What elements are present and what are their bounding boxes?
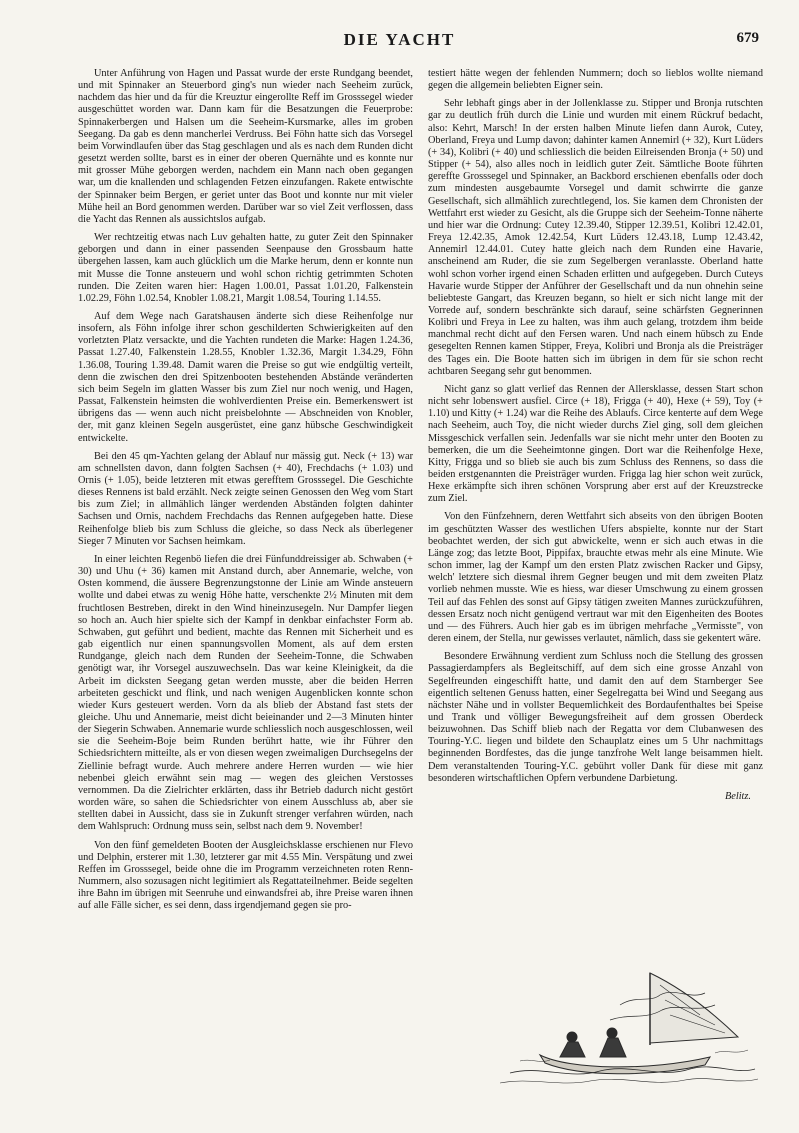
paragraph: Auf dem Wege nach Garatshausen änderte sich diese Reihenfolge nur insofern, als Föhn infolge ihrer schon geschilderten Schwierigkeiten auf den vorletzten Platz versackte, und die Yachten rundeten die Marke: Hagen 1.24.36, Passat 1.27.40, Falkenstein 1.28.55, Knobler 1.32.36, Margit 1.34.29, Föhn 1.36.08, Touring 1.39.48. Damit waren die Preise so gut wie endgültig verteilt, denn die zwischen den drei Spitzenbooten bestehenden Abstände veränderten sich beim Segeln im glatten Wasser bis zum Ziel nur noch wenig, und Hagen, Passat, Falkenstein heimsten die wohlverdienten Preise ein. Bemerkenswert ist übrigens das — wenn auch nicht preisbelohnte — Abschneiden von Knobler, der, mit ganz kleinen Segeln ausgerüstet, eine ganz hübsche Geschwindigkeit entwickelte.	[78, 310, 413, 444]
paragraph: Sehr lebhaft gings aber in der Jollenklasse zu. Stipper und Bronja rutschten gar zu deutlich früh durch die Linie und wurden mit einem Rückruf bedacht, also: Kehrt, Marsch! In der ersten halben Minute liefen dann Aurok, Cutey, Oberland, Freya und Lump davon; dahinter kamen Annemirl (+ 32), Kurt Lüders (+ 34), Kolibri (+ 40) und schliesslich die beiden Eilreisenden Bronja (+ 50) und Stipper (+ 54), also alles noch in leidlich guter Zeit. Sämtliche Boote führten gereffte Grosssegel und Spinnaker, an Backbord erschienen ebenfalls oder doch zum mindesten ausgebaumte Vorsegel und damit schwirrte die ganze Gesellschaft, sich allmählich zurechtlegend, los. Sie kamen dem Chronisten der Wettfahrt erst wieder zu Gesicht, als die Gruppe sich der Seeheim-Tonne näherte und hier war die Ordnung: Cutey 12.39.40, Stipper 12.39.51, Kolibri 12.42.01, Freya 12.42.35, Amok 12.42.54, Kurt Lüders 12.43.18, Lump 12.43.42, Annemirl 12.44.01. Cutey hatte gleich nach dem Runden eine Havarie, anscheinend am Ruder, die sie zum Segelbergen veranlasste. Oberland hatte wohl schon vorher irgend einen Schaden erlitten und aufgegeben. Durch Cuteys Havarie wurde Stipper der Anführer der Gesellschaft und da nun ohnehin seine beliebteste Gangart, das Kreuzen begann, so hielt er sich nicht lange mit der Vorrede auf, sondern beschränkte sich darauf, seine schärfsten Gegnerinnen Kolibri und Freya in Lee zu halten, was ihm auch gelang, trotzdem ihm beide manchmal recht dicht auf den Fersen waren. Und nach einem hübsch zu Ende gesegelten Rennen kamen Stipper, Freya, Kolibri und Bronja als die Preisträger des Tages ein. Die Boote hatten sich im übrigen in dem für sie schon recht achtbaren Seegang sehr gut benommen.	[428, 98, 763, 377]
page-title: DIE YACHT	[343, 30, 456, 49]
paragraph: Bei den 45 qm-Yachten gelang der Ablauf nur mässig gut. Neck (+ 13) war am schnellsten davon, dann folgten Sachsen (+ 40), Frechdachs (+ 1.03) und Ornis (+ 1.05), beide letzteren mit etwas gerefftem Grosssegel. Die Geschichte dieses Rennens ist bald erzählt. Neck zeigte seinen Genossen den Weg vom Start bis zum Ziel; in allmählich länger werdenden Abständen folgten dahinter Sachsen und Ornis, nachdem Frechdachs das Rennen aufgegeben hatte. Diese Reihenfolge blieb bis zum Schluss die gleiche, so dass Neck als überlegener Sieger 7 Minuten vor Sachsen heimkam.	[78, 450, 413, 547]
left-column	[78, 68, 413, 918]
right-column	[428, 68, 763, 803]
paragraph: Unter Anführung von Hagen und Passat wurde der erste Rundgang beendet, und mit Spinnaker an Steuerbord ging's nun wieder nach Seeheim zurück, nachdem das hier und da für die Kreuztur eingerollte Reff im Grosssegel wieder ausgeschüttet worden war. Dann kam für die Besatzungen die Feuerprobe: Spinnakerbergen und Halsen um die Seeheim-Kursmarke, alles im groben Seegang. Da gab es denn mancherlei Verdruss. Bei Föhn hatte sich das Vorsegel beim Vorwindlaufen über das Stag geschlagen und als es nach dem Runden dicht gesetzt werden sollte, barst es in einer der oberen Quernähte und es konnte nur mit grosser Mühe geborgen werden, nachdem ein Mann nach oben gegangen war, um die knallenden und schlagenden Fetzen einzufangen. Rakete entwischte der Spinnaker beim Bergen, er geriet unter das Boot und konnte nur mit vieler Mühe heil an Bord genommen werden. Darüber war so viel Zeit verflossen, dass die Yacht das Rennen als aussichtslos aufgab.	[78, 68, 413, 225]
paragraph: Nicht ganz so glatt verlief das Rennen der Allersklasse, dessen Start schon nicht sehr lobenswert ausfiel. Circe (+ 18), Frigga (+ 40), Hexe (+ 59), Toy (+ 1.10) und Kitty (+ 1.24) war die Reihe des Ablaufs. Circe kenterte auf dem Wege nach Seeheim, auch Toy, die nicht wieder durchs Ziel ging, soll dem gleichen Missgeschick verfallen sein. Jedenfalls war sie nicht mehr unter den Booten zu bemerken, die um die Seeheimtonne gingen. Dort war die Reihenfolge Hexe, Kitty, Frigga und so blieb sie auch bis zum Schluss des Rennens, so dass die beiden erstgenannten die Preisträger wurden. Frigga lag hier schon weit zurück, Hexe erkämpfte sich ihren schönen Vorsprung aber erst auf der Kreuzstrecke zum Ziel.	[428, 383, 763, 505]
paragraph-continued: testiert hätte wegen der fehlenden Nummern; doch so lieblos wollte niemand gegen die allgemein beliebten Eigner sein.	[428, 68, 763, 92]
page-header	[0, 30, 799, 54]
sailing-dinghy-sketch	[500, 965, 760, 1090]
page-number: 679	[736, 30, 759, 46]
paragraph: Wer rechtzeitig etwas nach Luv gehalten hatte, zu guter Zeit den Spinnaker geborgen und dann in einer passenden Seenpause den Grossbaum hatte übergehen lassen, kam auch glücklich um die Marke herum, denn er konnte nun mit Musse die Tonne ansteuern und wohl schon richtig getrimmten Schoten runden. Die Zeiten waren hier: Hagen 1.00.01, Passat 1.01.20, Falkenstein 1.02.29, Föhn 1.02.54, Knobler 1.08.21, Margit 1.08.54, Touring 1.14.55.	[78, 232, 413, 304]
author-signature: Belitz.	[724, 790, 751, 802]
paragraph: In einer leichten Regenbö liefen die drei Fünfunddreissiger ab. Schwaben (+ 30) und Uhu (+ 36) kamen mit Anstand durch, aber Annemarie, welche, von Osten kommend, die äussere Begrenzungstonne der Linie am Winde ansteuern wollte und dabei etwas zu wenig Höhe hatte, verschenkte 2½ Minuten mit dem fruchtlosen Bestreben, direkt in den Wind hineinzusegeln. Nur Dampfer liegen so hoch an. Auch hier spielte sich der Kampf in denkbar einfachster Form ab. Schwaben, gut geführt und bedient, machte das Rennen mit Sicherheit und es gab eigentlich nur einen spannungsvollen Moment, als auf dem ersten Rundgange, gleich nach dem Runden der Seeheim-Tonne, die Schwaben genötigt war, ihr Vorsegel auszuwechseln. Das war keine Kleinigkeit, da die Arbeit im dicksten Seegang getan werden musste, aber die beiden Herren arbeiteten geschickt und flink, und nach wenigen Augenblicken konnte schon wieder Kurs gesteuert werden. Vorn da als blieb der Abstand fast stets der gleiche. Uhu und Annemarie, meist dicht beieinander und 2—3 Minuten hinter der Siegerin Schwaben. Annemarie wurde schliesslich noch ausgeschlossen, weil sie die Seeheim-Boje beim Runden berührt hatte, wie ihr Führer den Schiedsrichtern mitteilte, als er von diesen wegen zweimaligen Durchsegelns der Ziellinie befragt wurde. Auch mehrere andere Herren wurden — wie hier nebenbei gleich erwähnt sein mag — wegen des gleichen Verstosses vernommen. Da die Zielrichter erklärten, dass ihr Betrieb dadurch nicht gestört worden wäre, so sahen die Schiedsrichter von einem Ausschluss ab, aber sie stellten dabei in Aussicht, dass sie in Zukunft strenger verfahren würden, nach dem Wahlspruch: Ordnung muss sein, selbst nach dem 9. November!	[78, 553, 413, 833]
paragraph: Von den fünf gemeldeten Booten der Ausgleichsklasse erschienen nur Flevo und Delphin, ersterer mit 1.30, letzterer gar mit 4.55 Min. Verspätung und zwei Reffen im Grosssegel, beide ohne die im Programm verzeichneten roten Renn-Nummern, also sozusagen nicht legitimiert als Regattateilnehmer. Beide segelten ihre Bahn im übrigen mit Seenruhe und einwandsfrei ab, ihre Preise waren ihnen auf alle Fälle sicher, es sei denn, dass irgendjemand gegen sie pro-	[78, 839, 413, 912]
paragraph: Besondere Erwähnung verdient zum Schluss noch die Stellung des grossen Passagierdampfers als Begleitschiff, auf dem sich eine grosse Anzahl von Segelfreunden eingeschifft hatte, und damit den auf dem Starnberger See eigentlich seltenen Genuss hatten, einer Segelregatta bei Wind und Seegang aus nächster Nähe und in vollster Bequemlichkeit des Bordaufenthaltes bei Speise und Trank und völliger Bewegungsfreiheit auf dem grossen Oberdeck beizuwohnen. Das Schiff blieb nach der Regatta vor dem Clubanwesen des Touring-Y.C. liegen und bildete den Schauplatz eines um 5 Uhr nachmittags beginnenden Bordfestes, das die junge tanzfrohe Welt lange beisammen hielt. Dem veranstaltenden Touring-Y.C. gebührt voller Dank für diese mit ganz besonderen wirtschaftlichen Opfern verbundene Darbietung.	[428, 651, 763, 784]
sailing-dinghy-illustration	[500, 965, 760, 1090]
paragraph: Von den Fünfzehnern, deren Wettfahrt sich abseits von den übrigen Booten im geschützten Wasser des westlichen Ufers abspielte, konnte nur der Start beobachtet werden, der sich gut abwickelte, wenn er sich auch etwas in die Länge zog; das letzte Boot, Pippifax, brauchte etwas mehr als eine Minute. Wie schon immer, lag der Kampf um den ersten Platz zwischen Racker und Gipsy, welch' letztere sich diesmal ihrem Gegner beugen und mit dem zweiten Platz vorlieb nehmen musste. Wie es hiess, war dieser Umschwung zu einem grossen Teil auf das Fehlen des sonst auf Gipsy tätigen zweiten Mannes zurückzuführen, dessen Ersatz noch nicht genügend vertraut war mit den Eigenheiten des Bootes und — des Führers. Auch hier gab es im übrigen mehrfache „Vermisste", von deren einem, der Stella, nur gewisses verlautet, nämlich, dass sie gekentert wäre.	[428, 511, 763, 645]
